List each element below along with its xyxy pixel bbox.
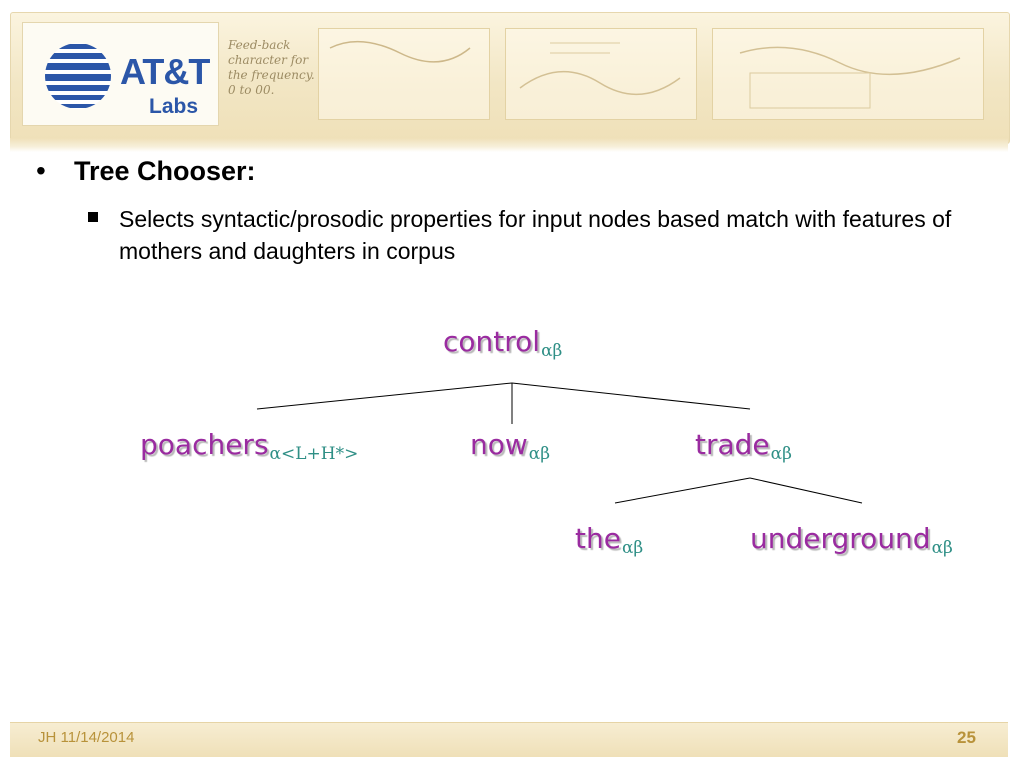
node-word: control [443, 325, 541, 358]
branch-trade-underground [750, 478, 862, 503]
att-labs-logo [22, 22, 219, 126]
tree-node-trade [695, 428, 792, 464]
node-features: αβ [931, 538, 953, 558]
banner-torn-edge [10, 138, 1008, 152]
branch-control-poachers [257, 383, 512, 409]
bullet-dot-icon: • [36, 155, 46, 186]
page-number: 25 [957, 728, 976, 747]
tree-node-now [470, 428, 550, 464]
logo-brand-text: AT&T [120, 51, 210, 92]
tree-node-underground [750, 522, 953, 558]
main-bullet [36, 155, 256, 187]
footer-date: JH 11/14/2014 [38, 729, 135, 746]
tree-node-the [575, 522, 643, 558]
branch-control-trade [512, 383, 750, 409]
node-features: αβ [541, 341, 563, 361]
node-word: underground [750, 522, 931, 555]
sub-bullet [88, 203, 988, 267]
sub-bullet-text: Selects syntactic/prosodic properties for input nodes based match with features of mothers and daughters in corpus [119, 206, 952, 264]
node-word: the [575, 522, 621, 555]
logo-sub-text: Labs [149, 95, 199, 118]
bullet-title: Tree Chooser: [74, 155, 256, 186]
node-features: α<L+H*> [269, 444, 359, 464]
node-word: now [470, 428, 528, 461]
footer-bar [10, 722, 1008, 757]
square-bullet-icon [88, 212, 98, 222]
tree-node-poachers [140, 428, 358, 464]
branch-trade-the [615, 478, 750, 503]
banner-handwritten-note: Feed-back character for the frequency. 0 to 00. [228, 38, 315, 97]
node-features: αβ [770, 444, 792, 464]
att-globe-icon [43, 41, 113, 111]
banner-sketch-decoration [320, 28, 980, 123]
node-features: αβ [528, 444, 551, 464]
node-features: αβ [621, 538, 644, 558]
node-word: poachers [140, 428, 269, 461]
node-word: trade [695, 428, 770, 461]
tree-node-control [443, 325, 562, 361]
